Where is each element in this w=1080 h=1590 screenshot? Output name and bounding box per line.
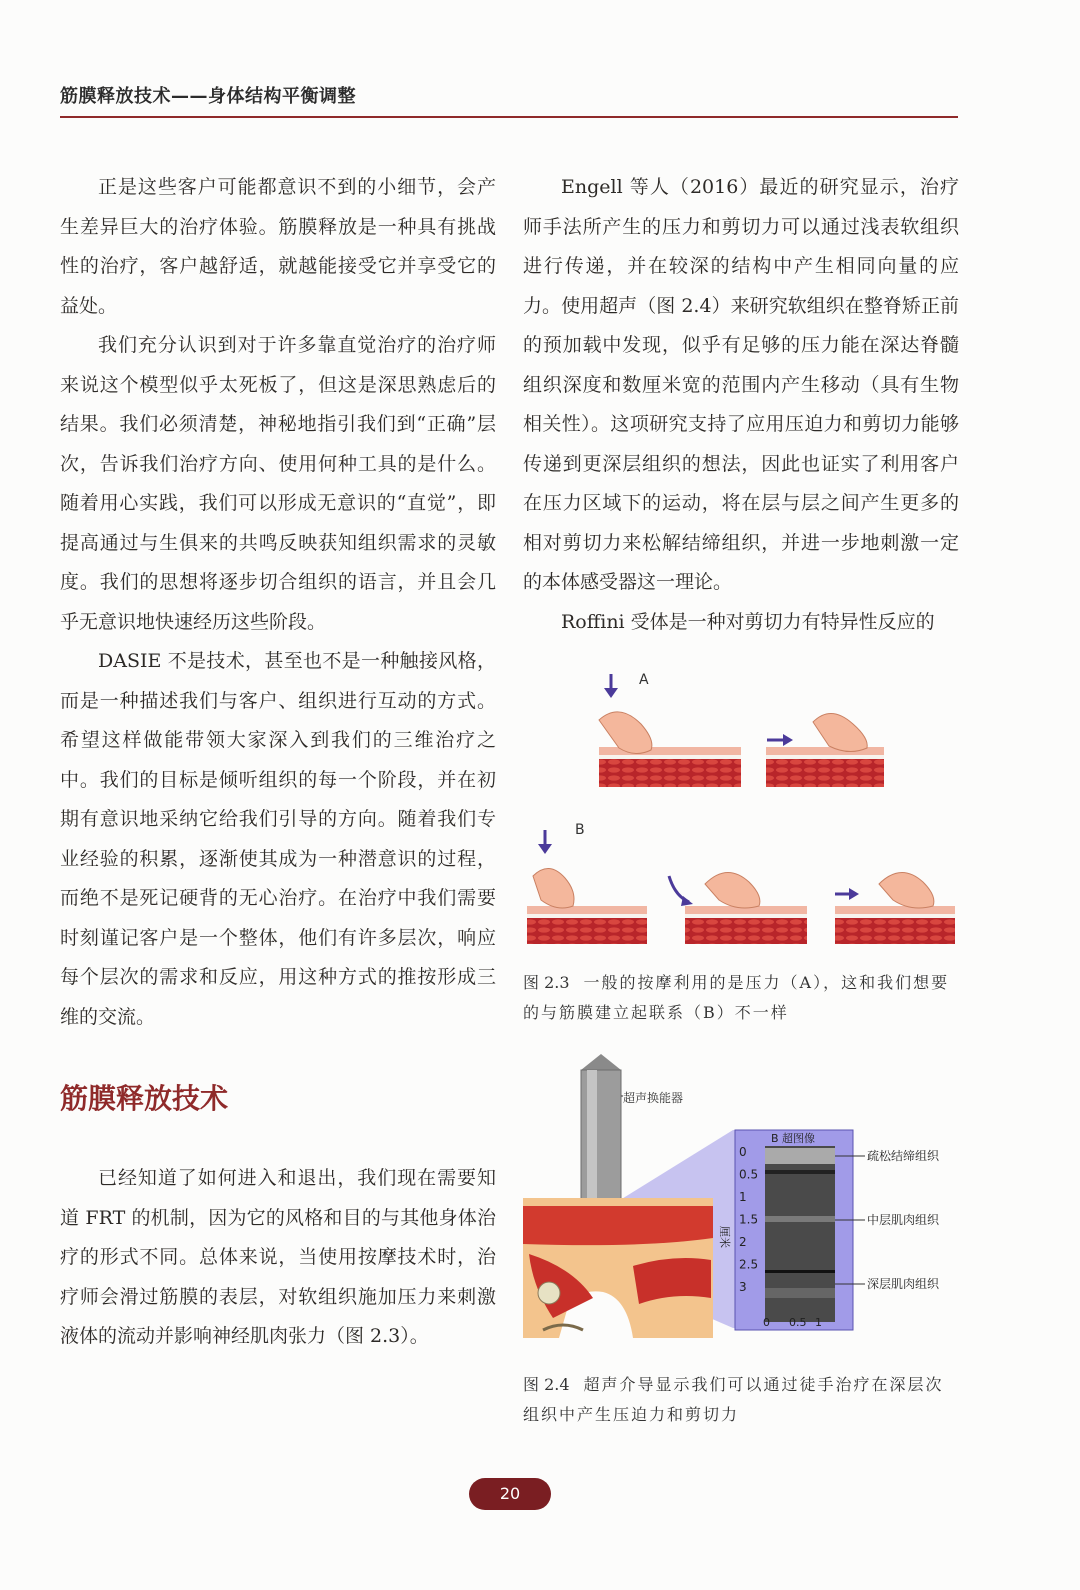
finger-icon — [879, 872, 934, 908]
finger-icon — [813, 713, 867, 751]
figure-2-3-caption — [523, 968, 959, 1028]
arrow-head-icon — [604, 688, 618, 698]
image-label: B 超图像 — [771, 1132, 816, 1145]
width-tick-label: 0 — [763, 1316, 770, 1329]
depth-tick-label: 3 — [739, 1280, 747, 1294]
figure-2-4-illustration — [523, 1048, 959, 1338]
caption-text: 超声介导显示我们可以通过徒手治疗在深层次组织中产生压迫力和剪切力 — [523, 1375, 944, 1424]
finger-icon — [533, 868, 574, 908]
figure-2-4 — [523, 1048, 959, 1338]
depth-tick-label: 2.5 — [739, 1257, 759, 1272]
panel-a — [599, 672, 884, 787]
caption-text: 一般的按摩利用的是压力（A），这和我们想要的与筋膜建立起联系（B）不一样 — [523, 973, 950, 1022]
label-b: B — [575, 822, 585, 838]
caption-number: 图 2.3 — [523, 973, 570, 992]
finger-icon — [705, 872, 760, 908]
figure-2-4-caption — [523, 1370, 959, 1430]
label-a: A — [639, 672, 649, 688]
layer-label: 中层肌肉组织 — [867, 1213, 940, 1227]
caption-number: 图 2.4 — [523, 1375, 570, 1394]
fascia-layer — [599, 755, 741, 759]
layer-label: 疏松结缔组织 — [867, 1149, 940, 1163]
figure-2-3 — [523, 662, 959, 962]
body-paragraph: 我们充分认识到对于许多靠直觉治疗的治疗师来说这个模型似乎太死板了，但这是深思熟虑后的结果。我们必须清楚，神秘地指引我们到“正确”层次，告诉我们治疗方向、使用何种工具的是什么。随着用心实践，我们可以形成无意识的“直觉”，即提高通过与生俱来的共鸣反映获知组织需求的灵敏度。我们的思想将逐步切合组织的语言，并且会几乎无意识地快速经历这些阶段。 — [60, 334, 496, 633]
body-paragraph: 已经知道了如何进入和退出，我们现在需要知道 FRT 的机制，因为它的风格和目的与其他身体治疗的形式不同。总体来说，当使用按摩技术时，治疗师会滑过筋膜的表层，对软组织施加压力来刺激液体的流动并影响神经肌肉张力（图 2.3）。 — [60, 1167, 496, 1347]
page-number: 20 — [469, 1478, 551, 1510]
right-column — [523, 168, 959, 642]
section-title: 筋膜释放技术 — [60, 1082, 229, 1115]
body-paragraph: DASIE 不是技术，甚至也不是一种触接风格，而是一种描述我们与客户、组织进行互动的方式。希望这样做能带领大家深入到我们的三维治疗之中。我们的目标是倾听组织的每一个阶段，并在初期有意识地采纳它给我们引导的方向。随着我们专业经验的积累，逐渐使其成为一种潜意识的过程，而绝不是死记硬背的无心治疗。在治疗中我们需要时刻谨记客户是一个整体，他们有许多层次，响应每个层次的需求和反应，用这种方式的推按形成三维的交流。 — [60, 650, 496, 1028]
running-header-title: 筋膜释放技术——身体结构平衡调整 — [60, 86, 356, 107]
body-paragraph: Roffini 受体是一种对剪切力有特异性反应的 — [561, 610, 935, 633]
depth-tick-label: 2 — [739, 1235, 747, 1249]
curved-arrow-icon — [669, 876, 689, 902]
body-paragraph: Engell 等人（2016）最近的研究显示，治疗师手法所产生的压力和剪切力可以通过浅表软组织进行传递，并在较深的结构中产生相同向量的应力。使用超声（图 2.4）来研究软组织在整脊矫正前的预加载中发现，似乎有足够的压力能在深达脊髓组织深度和数厘米宽的范围内产生移动（具有生物相关性）。这项研究支持了应用压迫力和剪切力能够传递到更深层组织的想法，因此也证实了利用客户在压力区域下的运动，将在层与层之间产生更多的相对剪切力来松解结缔组织，并进一步地刺激一定的本体感受器这一理论。 — [523, 176, 959, 593]
panel-b — [527, 822, 955, 944]
axis-unit-label: 厘米 — [718, 1226, 731, 1248]
depth-tick-label: 1.5 — [739, 1212, 759, 1227]
layer-label: 深层肌肉组织 — [867, 1277, 940, 1291]
body-paragraph: 正是这些客户可能都意识不到的小细节，会产生差异巨大的治疗体验。筋膜释放是一种具有挑战性的治疗，客户越舒适，就越能接受它并享受它的益处。 — [60, 176, 496, 317]
figure-2-3-illustration — [523, 662, 959, 962]
depth-tick-label: 1 — [739, 1190, 747, 1204]
width-tick-label: 0.5 — [789, 1316, 807, 1329]
width-tick-label: 1 — [815, 1316, 822, 1329]
muscle-layer — [599, 759, 741, 787]
depth-tick-label: 0 — [739, 1145, 747, 1159]
left-column — [60, 168, 496, 1357]
depth-tick-label: 0.5 — [739, 1167, 759, 1182]
transducer-label: 超声换能器 — [623, 1091, 684, 1105]
header-rule — [60, 116, 958, 118]
